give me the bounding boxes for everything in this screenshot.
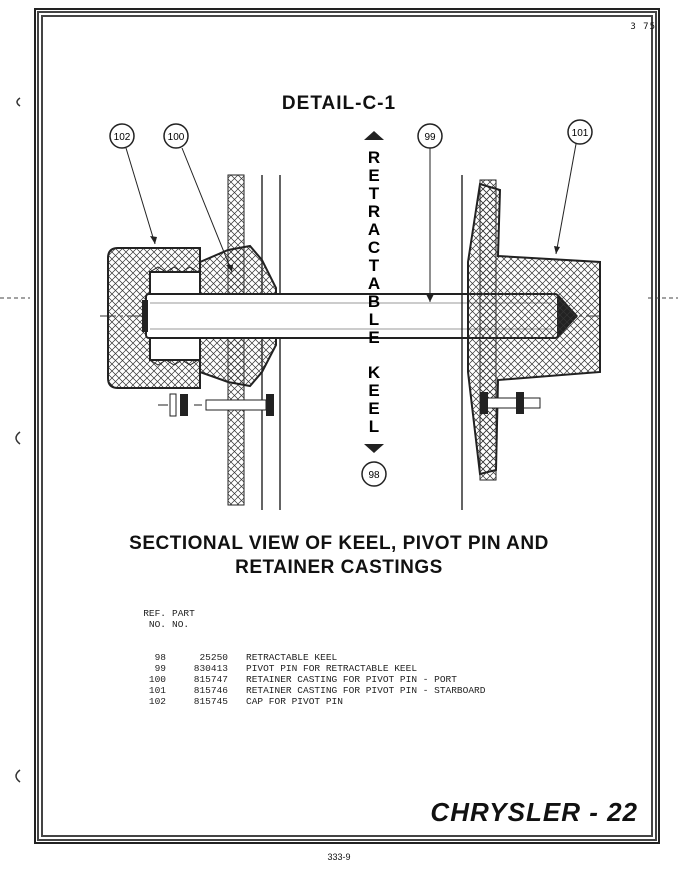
callout-98 (362, 462, 386, 486)
svg-text:101: 101 (571, 128, 589, 139)
keel-letter: T (368, 256, 380, 275)
part-description: RETAINER CASTING FOR PIVOT PIN - STARBOARD (246, 685, 486, 696)
callout-102 (110, 124, 157, 244)
part-number: 815745 (193, 696, 228, 707)
ref-header-1: REF. (143, 608, 166, 619)
keel-letter: T (368, 184, 380, 203)
parts-list (124, 608, 485, 707)
ref-number: 102 (148, 696, 166, 707)
keel-letter: E (368, 381, 380, 400)
keel-letter: C (367, 238, 381, 257)
starboard-retainer-casting (468, 184, 600, 474)
parts-row (124, 685, 485, 696)
ref-number: 98 (154, 652, 166, 663)
detail-title: DETAIL-C-1 (281, 93, 397, 114)
part-number: 815746 (193, 685, 228, 696)
part-description: CAP FOR PIVOT PIN (246, 696, 343, 707)
part-header-2: NO. (172, 619, 190, 630)
keel-letter: E (368, 328, 380, 347)
caption-line-1: SECTIONAL VIEW OF KEEL, PIVOT PIN AND (129, 533, 549, 554)
callout-101 (554, 120, 592, 254)
parts-header (124, 608, 485, 619)
keel-letter: E (368, 399, 380, 418)
port-bolt (158, 394, 274, 416)
parts-header-2 (124, 619, 485, 630)
ref-number: 101 (148, 685, 166, 696)
ref-header-2: NO. (148, 619, 166, 630)
svg-text:98: 98 (368, 470, 380, 481)
part-description: RETRACTABLE KEEL (246, 652, 338, 663)
keel-vertical-label (368, 148, 381, 436)
part-number: 830413 (193, 663, 228, 674)
page-code: 3 75 (630, 22, 656, 32)
svg-text:99: 99 (424, 132, 436, 143)
parts-row (124, 696, 485, 707)
keel-letter: L (368, 310, 380, 329)
parts-row (124, 652, 485, 663)
part-number: 815747 (193, 674, 228, 685)
page-number: 333-9 (327, 852, 351, 862)
svg-text:100: 100 (167, 132, 185, 143)
part-header-1: PART (172, 608, 195, 619)
svg-text:102: 102 (113, 132, 131, 143)
parts-row (124, 674, 485, 685)
ref-number: 99 (154, 663, 166, 674)
parts-row (124, 663, 485, 674)
keel-up-arrow (364, 131, 384, 140)
keel-letter: L (368, 417, 380, 436)
keel-letter: E (368, 166, 380, 185)
keel-down-arrow (364, 444, 384, 453)
keel-letter: A (367, 220, 381, 239)
keel-letter: R (367, 148, 381, 167)
keel-letter: K (367, 363, 381, 382)
caption-line-2: RETAINER CASTINGS (235, 557, 443, 578)
keel-letter: B (367, 292, 381, 311)
part-description: RETAINER CASTING FOR PIVOT PIN - PORT (246, 674, 457, 685)
keel-letter: R (367, 202, 381, 221)
part-number: 25250 (199, 652, 228, 663)
ref-number: 100 (148, 674, 166, 685)
part-description: PIVOT PIN FOR RETRACTABLE KEEL (246, 663, 418, 674)
callout-99 (418, 124, 442, 302)
keel-letter: A (367, 274, 381, 293)
brand-title: CHRYSLER - 22 (430, 797, 638, 827)
